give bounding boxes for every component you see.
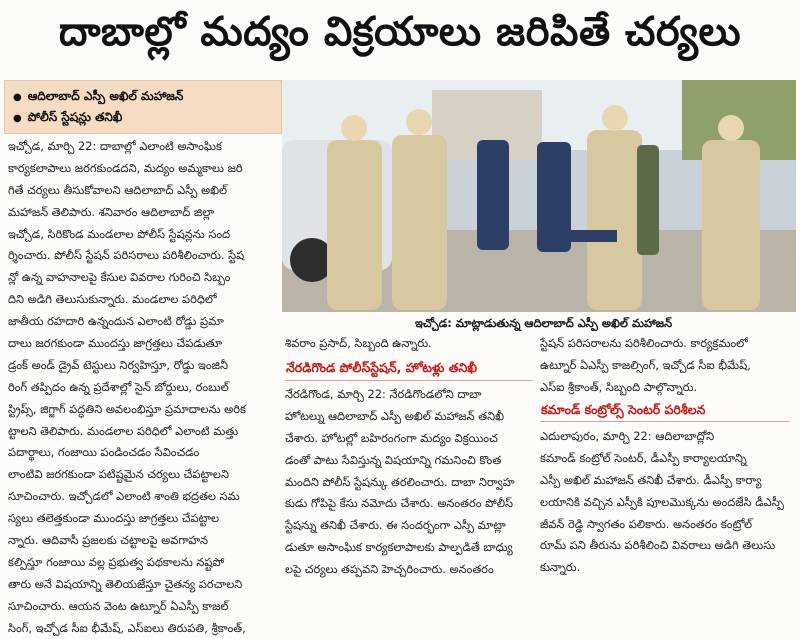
text-line: సింగ్, ఇచ్చోడ సీఐ భీమేష్, ఎస్ఐలు తిరుపతి, శ్రీకాంత్, [8,620,246,635]
text-line: ఎదులాపురం, మార్చి 22: ఆదిలాబాద్లోని [540,429,715,443]
text-line: ఇచ్చోడ, మార్చి 22: దాబాల్లో ఎలాంటి అసాంఘిక [8,139,222,153]
text-line: కల్పిస్తూ గంజాయి వల్ల ప్రభుత్వ పథకాలను నష్టపో [8,554,225,569]
text-line: ట్టాలని తెలిపారు. మండలాల పరిధిలో ఎలాంటి మత్తు [8,423,239,438]
subheading-box [4,80,282,134]
text-line: లయానికి వచ్చిన ఎస్పీకి పూలమొక్కను అందజేసి డీఎస్పీ [540,494,784,509]
text-line: ఎస్ఐ శ్రీకాంత్, సిబ్బంది పాల్గొన్నారు. [540,379,698,394]
section-rule [285,380,533,381]
text-line: సూచించారు. ఆయన వెంట ఉట్నూర్ ఏఎస్పీ కాజల్ [8,598,229,613]
text-line: కార్యకలాపాలు జరగకుండదని, మద్యం అమ్మకాలు జరి [8,160,243,175]
text-line: చేశారు. హోటల్లో బహిరంగంగా మద్యం విక్రయించ [285,430,498,445]
article-column-2-top [285,333,535,355]
section-heading-command-control: కమాండ్ కంట్రోల్స్ సెంటర్ పరిశీలన [541,402,706,417]
text-line: లపై చర్యలు తప్పవని హెచ్చరించారు. అనంతరం [285,562,494,577]
text-line: కున్నారు. [540,560,581,575]
news-photo [282,80,796,312]
text-line: రూమ్ పని తీరును పరిశీలించి వివరాలు అడిగి తెలుసు [540,538,776,553]
text-line: ఎస్పీ అఖిల్ మహాజన్ తనిఖీ చేశారు. డీఎస్పీ కార్యా [540,472,762,487]
text-line: కుడు గోపిపై కేసు నమోదు చేశారు. అనంతరం పోలీస్ [285,496,514,511]
text-line: ఉట్నూర్ ఏఎస్పీ కాజల్సింగ్, ఇచ్చోడ సీఐ భీమేష్, [540,357,751,372]
text-line: స్టేషన్ పరిసరాలను పరిశీలించారు. కార్యక్రమంలో [540,336,748,350]
article-column-3 [540,426,796,579]
text-line: గితే చర్యలు తీసుకోవాలని ఆదిలాబాద్ ఎస్పీ అఖిల్ [8,182,228,197]
officers-photo-illustration [282,80,796,312]
photo-caption: ఇచ్చోడ: మాట్లాడుతున్న ఆదిలాబాద్ ఎస్పీ అఖిల్ మహాజన్ [415,316,673,330]
text-line: న్నారు. ఆదివాసీ ప్రజలకు చట్టాలపై అవగాహన [8,533,208,548]
text-line: డంతో పాటు సేవిస్తున్న విషయాన్ని గమనించి కొంత [285,452,502,467]
text-line: డ్రంక్ అండ్ డ్రైవ్ టెస్టులు నిర్వహిస్తూ, రోడ్డు ఇంజినీ [8,357,228,372]
text-line: హోటల్ను ఆదిలాబాద్ ఎస్పీ అఖిల్ మహాజన్ తనిఖీ [285,408,505,423]
text-line: డుతూ అసాంఘిక కార్యకలాపాలకు పాల్పడితే బాధ్యు [285,540,513,555]
headline: దాబాల్లో మద్యం విక్రయాలు జరిపితే చర్యలు [58,9,742,55]
text-line: పదార్థాలు, గంజాయి పండించడం సేవించడం [8,445,200,460]
text-line: మహాజన్ తెలిపారు. శనివారం ఆదిలాబాద్ జిల్లా [8,204,215,219]
text-line: శివరాం ప్రసాద్, సిబ్బంది ఉన్నారు. [285,336,432,350]
text-line: స్ట్రిప్స్, జిగ్జాగ్ పద్ధతిని అవలంభిస్తూ ప్రమాదాలను అరిక [8,401,246,416]
text-line: దిని అడిగి తెలుసుకున్నారు. మండలాల పరిధిలో [8,292,217,307]
article-column-1 [8,136,280,639]
section-rule [540,421,790,422]
subheading-1: ● ఆదిలాబాద్ ఎస్పీ అఖిల్ మహాజన్ [13,89,183,106]
text-line: లాంటివి జరగకుండా పటిష్టమైన చర్యలు చేపట్టాలని [8,467,229,482]
text-line: తారు అనే విషయాన్ని తెలియజేస్తూ చైతన్య పరచాలని [8,576,243,591]
section-heading-neradigonda: నేరడిగొండ పోలీస్‌స్టేషన్, హోటళ్లు తనిఖీ [286,360,478,375]
text-line: స్టేషన్ను తనిఖీ చేశారు. ఈ సందర్భంగా ఎస్పీ మాట్లా [285,518,506,533]
text-line: న్లో ఉన్న వాహనాలపై కేసుల వివరాల గురించి సిబ్బం [8,270,231,285]
subheading-2: ● పోలీస్ స్టేషన్లు తనిఖీ [13,110,122,127]
text-line: కమాండ్ కంట్రోల్ సెంటర్, డీఎస్పీ కార్యాలయాన్ని [540,450,747,465]
article-column-2 [285,384,535,581]
text-line: జాతీయ రహదారి ఉన్నందున ఎలాంటి రోడ్డు ప్రమా [8,314,224,329]
text-line: దాలు జరగకుండా ముందస్తు జాగ్రత్తలు చేపడుతూ [8,336,223,351]
article-column-3-top [540,333,796,399]
text-line: రింగ్ తప్పిదం ఉన్న ప్రదేశాల్లో సైన్ బోర్డులు, రంబుల్ [8,379,229,394]
text-line: మందిని పోలీస్ స్టేషన్కు తరలించారు. దాబా నిర్వాహ [285,474,515,489]
text-line: జీవన్ రెడ్డి స్వాగతం పలికారు. అనంతరం కంట్రోల్ [540,516,753,531]
text-line: ర్శించారు. పోలీస్ స్టేషన్ పరిసరాలు పరిశీలించారు. స్టేష [8,248,245,263]
text-line: సూచించారు. ఇచ్చోడలో ఎలాంటి శాంతి భద్రతల సమ [8,489,240,504]
text-line: నేరడిగొండ, మార్చి 22: నేరడిగొండలోని దాబా [285,387,482,401]
text-line: ఇచ్చోడ, సిరికొండ మండలాల పోలీస్ స్టేషన్లను సంద [8,226,231,241]
text-line: స్యలు తలెత్తకుండా ముందస్తు జాగ్రత్తలు చేపట్టాల [8,511,220,526]
